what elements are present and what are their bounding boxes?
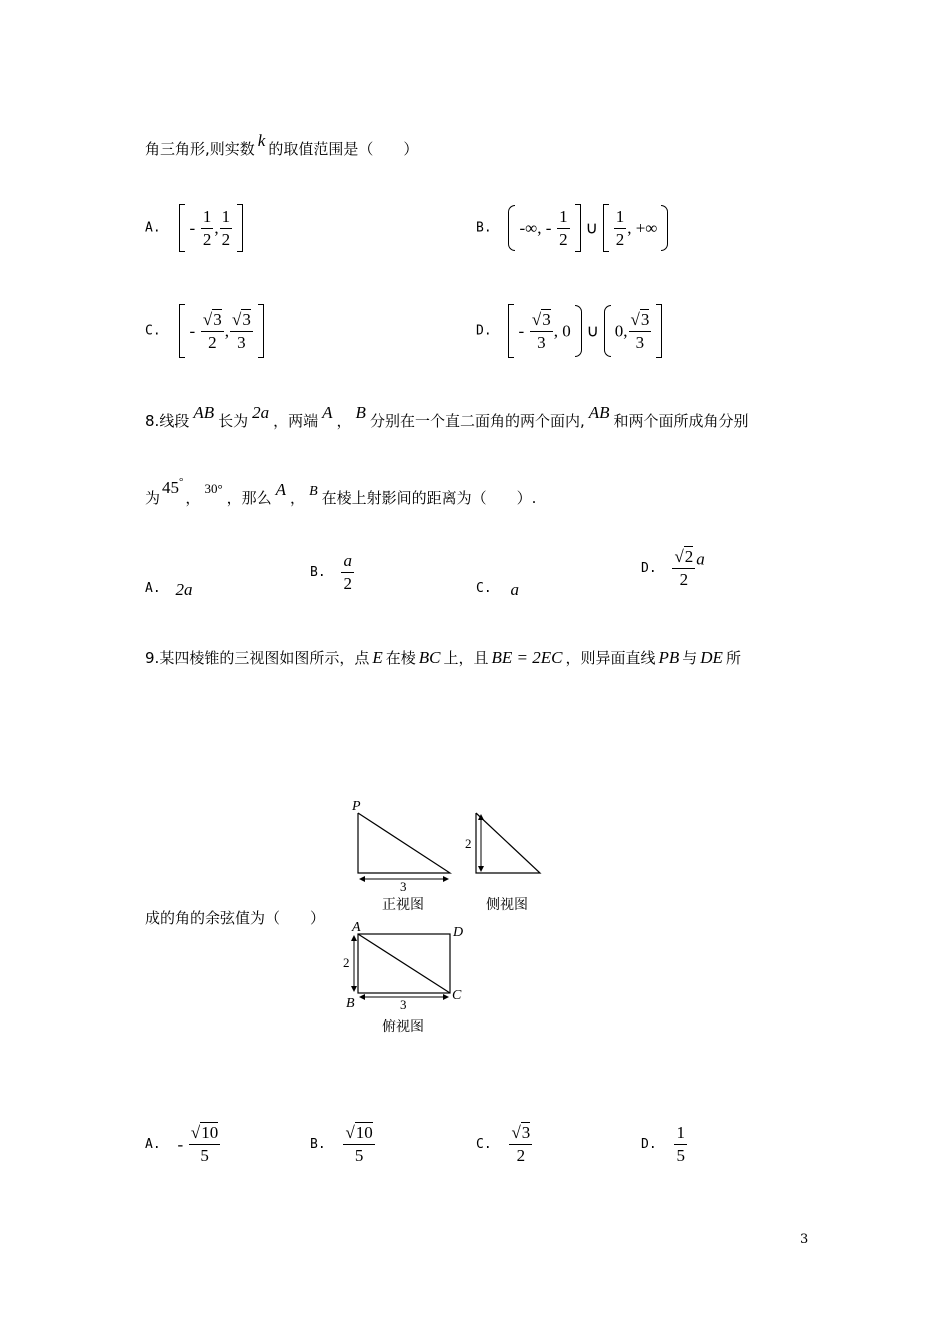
q8-option-b — [310, 552, 355, 593]
q9-option-b: B. $\frac{√10}{5}$ — [310, 1123, 373, 1165]
interval-zero: 0, — [614, 321, 628, 341]
fraction-numerator: 3 — [242, 309, 251, 329]
option-label: C. — [476, 581, 492, 596]
fraction-numerator: 10 — [201, 1123, 219, 1142]
q8-text: ， — [290, 489, 306, 507]
line-DE: DE — [700, 648, 723, 667]
fraction-numerator: 3 — [542, 309, 551, 329]
fraction-denominator: 3 — [635, 332, 645, 352]
q9-text: 某四棱锥的三视图如图所示，点 — [159, 649, 370, 667]
option-label: D. — [641, 560, 657, 576]
fraction-denominator: 2 — [679, 569, 689, 589]
fraction-denominator: 2 — [559, 229, 568, 249]
q8-text: 为 — [145, 489, 161, 507]
fraction-denominator: 2 — [208, 332, 217, 352]
edge-BC: BC — [418, 648, 441, 667]
top-view — [343, 920, 463, 1035]
q8-text: 分别在一个直二面角的两个面内, — [369, 412, 585, 430]
fraction-denominator: 5 — [200, 1145, 209, 1165]
label-D: D — [453, 925, 464, 940]
side-view-triangle — [476, 813, 540, 873]
fraction-numerator: 1 — [674, 1124, 687, 1145]
q7-var-k: k — [257, 131, 266, 150]
point-B: B — [355, 403, 366, 422]
q8-option-d: D. $\frac{√2}{2}$ a — [641, 547, 705, 589]
q8-option-a — [145, 578, 193, 599]
fraction-denominator: 2 — [221, 229, 231, 249]
q8-option-c — [476, 578, 519, 599]
fraction-denominator: 2 — [343, 573, 352, 593]
label-A: A — [352, 920, 361, 935]
minus-sign: - — [518, 321, 525, 341]
diagonal-AC — [358, 934, 450, 993]
fraction-denominator: 5 — [676, 1145, 685, 1165]
side-view — [465, 813, 540, 913]
answer-a: a — [696, 549, 705, 569]
angle-30: 30° — [204, 481, 223, 496]
q8-text: ，那么 — [226, 489, 272, 507]
minus-sign: - — [189, 218, 196, 238]
fraction-numerator: a — [341, 552, 354, 573]
q8-text: ， — [336, 412, 352, 430]
fraction-denominator: 3 — [537, 332, 546, 352]
q8-text: 在棱上射影间的距离为（ ）. — [321, 489, 537, 507]
q9-text: 上，且 — [443, 649, 489, 667]
q7-stem — [145, 131, 419, 158]
option-label: A. — [145, 220, 161, 236]
front-view — [351, 799, 450, 913]
q7-option-d: D. - $\frac{√3}{3}$ , 0 ∪ 0, $\frac{√3}{3}$ — [476, 304, 662, 358]
length-2a: 2a — [252, 403, 270, 422]
option-label: B. — [310, 564, 326, 580]
option-label: A. — [145, 581, 161, 596]
question-number: 8. — [145, 412, 160, 430]
q7-option-a — [145, 204, 243, 252]
front-view-caption: 正视图 — [382, 898, 424, 913]
fraction-numerator: 3 — [640, 309, 650, 329]
line-PB: PB — [658, 648, 680, 667]
fraction-numerator: 1 — [614, 208, 627, 229]
fraction-numerator: 10 — [355, 1123, 373, 1142]
q9-option-a: A. - $\frac{√10}{5}$ — [145, 1123, 219, 1165]
option-label: B. — [476, 220, 492, 236]
comma: , — [214, 218, 219, 238]
top-view-caption: 俯视图 — [382, 1020, 424, 1035]
q9-option-d — [641, 1124, 688, 1165]
fraction-numerator: 1 — [220, 208, 233, 229]
degree-sign: ° — [179, 476, 184, 488]
fraction-numerator: 3 — [213, 309, 222, 329]
q9-text: 所 — [725, 649, 741, 667]
segment-AB: AB — [193, 403, 215, 422]
fraction-numerator: 1 — [201, 208, 214, 229]
dimension-3: 3 — [400, 879, 407, 894]
fraction-numerator: 2 — [684, 547, 694, 566]
dimension-3: 3 — [400, 997, 407, 1012]
fraction-denominator: 2 — [615, 229, 625, 249]
point-A: A — [275, 480, 287, 499]
q9-stem-line2 — [145, 911, 325, 926]
fraction-numerator: 1 — [557, 208, 570, 229]
comma: , — [224, 321, 229, 341]
label-C: C — [452, 988, 462, 1003]
question-number: 9. — [145, 649, 160, 667]
q7-option-b — [476, 204, 668, 252]
label-P: P — [352, 799, 361, 814]
fraction-denominator: 3 — [237, 332, 246, 352]
minus-sign: - — [177, 1134, 184, 1154]
q8-text: ， — [185, 489, 201, 507]
q9-stem-line1 — [145, 649, 741, 666]
minus-sign: - — [189, 321, 196, 341]
q8-text: 长为 — [218, 412, 249, 430]
union-symbol: ∪ — [586, 321, 599, 341]
option-label: D. — [641, 1136, 657, 1152]
point-E: E — [372, 648, 383, 667]
q8-text: ，两端 — [273, 412, 319, 430]
q8-stem-line2 — [145, 476, 537, 507]
fraction-denominator: 2 — [516, 1145, 526, 1165]
option-label: A. — [145, 1136, 161, 1152]
q8-stem-line1 — [145, 403, 749, 430]
answer-2a: 2a — [175, 580, 193, 599]
page-number: 3 — [800, 1232, 809, 1247]
interval-mid: , 0 — [553, 321, 571, 341]
q9-text: 在棱 — [385, 649, 416, 667]
q7-stem-text: 角三角形,则实数 — [145, 140, 255, 158]
angle-45 — [162, 478, 183, 497]
front-view-triangle — [358, 813, 450, 873]
angle-45-value: 45 — [162, 478, 180, 497]
side-view-caption: 侧视图 — [486, 898, 528, 913]
point-A: A — [322, 403, 333, 422]
fraction-denominator: 5 — [354, 1145, 364, 1165]
option-label: D. — [476, 323, 492, 339]
q8-text: 和两个面所成角分别 — [613, 412, 749, 430]
interval-right: , +∞ — [627, 218, 658, 238]
q9-option-c: C. $\frac{√3}{2}$ — [476, 1123, 531, 1165]
three-view-figure — [330, 795, 570, 1045]
q9-text: ，则异面直线 — [565, 649, 656, 667]
point-B: B — [309, 484, 318, 499]
fraction-numerator: 3 — [521, 1123, 531, 1142]
q9-text: 与 — [682, 649, 698, 667]
union-symbol: ∪ — [585, 218, 598, 238]
q7-option-c: C. - $\frac{√3}{2}$ , $\frac{√3}{3}$ — [145, 304, 264, 358]
segment-AB: AB — [588, 403, 610, 422]
label-B: B — [346, 996, 355, 1011]
fraction-denominator: 2 — [202, 229, 212, 249]
dimension-2: 2 — [465, 836, 472, 851]
answer-a: a — [510, 580, 519, 599]
q7-stem-tail: 的取值范围是（ ） — [268, 140, 419, 158]
equation-BE-2EC: BE = 2EC — [491, 648, 563, 667]
interval-left: -∞, - — [519, 218, 552, 238]
q8-text: 线段 — [159, 412, 190, 430]
dimension-2: 2 — [343, 955, 350, 970]
option-label: B. — [310, 1136, 326, 1152]
option-label: C. — [476, 1136, 492, 1152]
q9-text: 成的角的余弦值为（ ） — [145, 909, 326, 927]
option-label: C. — [145, 323, 161, 339]
